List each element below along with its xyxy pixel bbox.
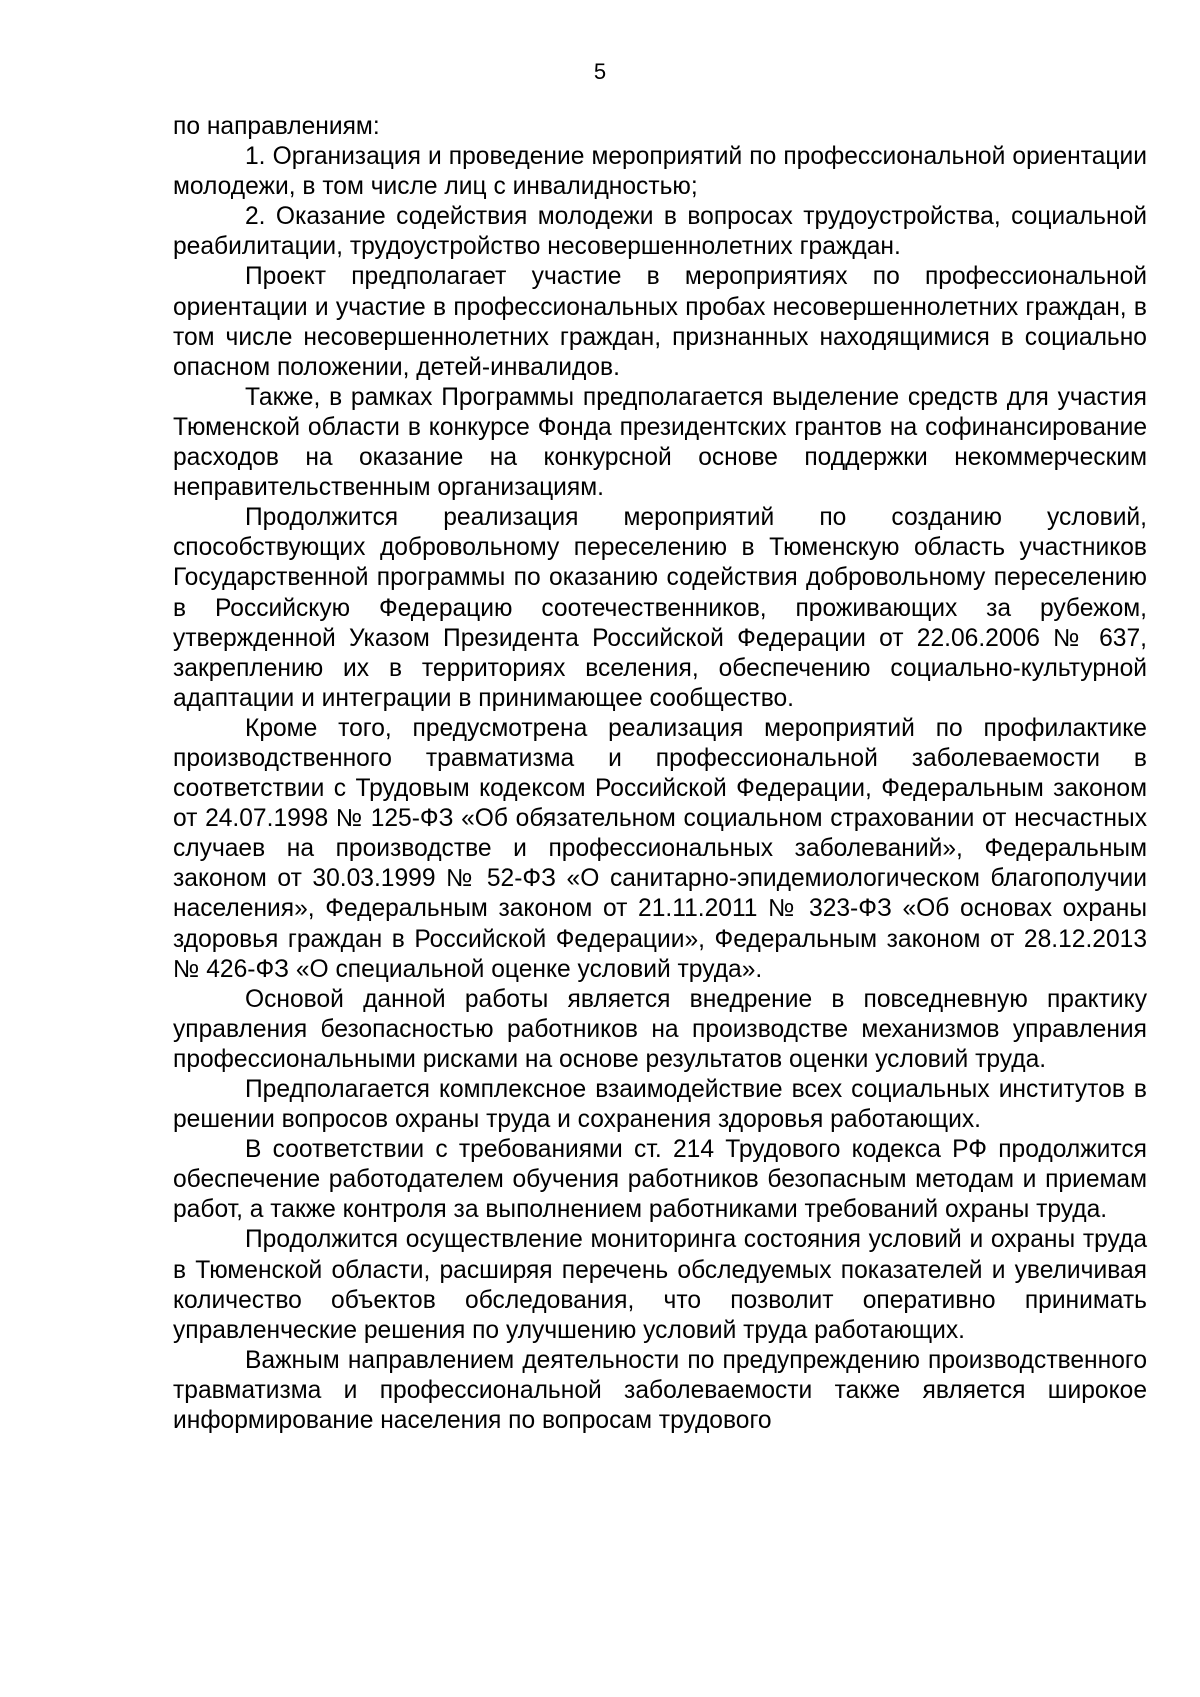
paragraph-continued: Важным направлением деятельности по предупреждению производственного травматизма и профессиональной заболеваемости также является широкое информирование населения по вопросам трудового — [173, 1346, 1147, 1435]
paragraph: Кроме того, предусмотрена реализация мероприятий по профилактике производственного травматизма и профессиональной заболеваемости в соответствии с Трудовым кодексом Российской Федерации, Федеральным законом от 24.07.1998 № 125-ФЗ «Об обязательном социальном страховании от несчастных случаев на производстве и профессиональных заболеваний», Федеральным законом от 30.03.1999 № 52-ФЗ «О санитарно-эпидемиологическом благополучии населения», Федеральным законом от 21.11.2011 № 323-ФЗ «Об основах охраны здоровья граждан в Российской Федерации», Федеральным законом от 28.12.2013 № 426-ФЗ «О специальной оценке условий труда». — [173, 714, 1147, 983]
document-body — [173, 112, 1147, 1436]
paragraph: Также, в рамках Программы предполагается выделение средств для участия Тюменской области в конкурсе Фонда президентских грантов на софинансирование расходов на оказание на конкурсной основе поддержки некоммерческим неправительственным организациям. — [173, 383, 1147, 502]
paragraph-intro: по направлениям: — [173, 113, 380, 140]
list-item-1: 1. Организация и проведение мероприятий по профессиональной ориентации молодежи, в том числе лиц с инвалидностью; — [173, 143, 1147, 201]
page-number: 5 — [593, 59, 607, 84]
paragraph: Основой данной работы является внедрение в повседневную практику управления безопасностью работников на производстве механизмов управления профессиональными рисками на основе результатов оценки условий труда. — [173, 985, 1147, 1073]
paragraph: В соответствии с требованиями ст. 214 Трудового кодекса РФ продолжится обеспечение работодателем обучения работников безопасным методам и приемам работ, а также контроля за выполнением работниками требований охраны труда. — [173, 1136, 1147, 1224]
paragraph: Продолжится реализация мероприятий по созданию условий, способствующих добровольному переселению в Тюменскую область участников Государственной программы по оказанию содействия добровольному переселению в Российскую Федерацию соотечественников, проживающих за рубежом, утвержденной Указом Президента Российской Федерации от 22.06.2006 № 637, закреплению их в территориях вселения, обеспечению социально-культурной адаптации и интеграции в принимающее сообщество. — [173, 504, 1147, 712]
paragraph: Продолжится осуществление мониторинга состояния условий и охраны труда в Тюменской области, расширяя перечень обследуемых показателей и увеличивая количество объектов обследования, что позволит оперативно принимать управленческие решения по улучшению условий труда работающих. — [173, 1226, 1147, 1344]
paragraph: Предполагается комплексное взаимодействие всех социальных институтов в решении вопросов охраны труда и сохранения здоровья работающих. — [173, 1076, 1147, 1134]
list-item-2: 2. Оказание содействия молодежи в вопросах трудоустройства, социальной реабилитации, трудоустройство несовершеннолетних граждан. — [173, 203, 1147, 261]
paragraph: Проект предполагает участие в мероприятиях по профессиональной ориентации и участие в профессиональных пробах несовершеннолетних граждан, в том числе несовершеннолетних граждан, признанных находящимися в социально опасном положении, детей-инвалидов. — [173, 263, 1147, 381]
